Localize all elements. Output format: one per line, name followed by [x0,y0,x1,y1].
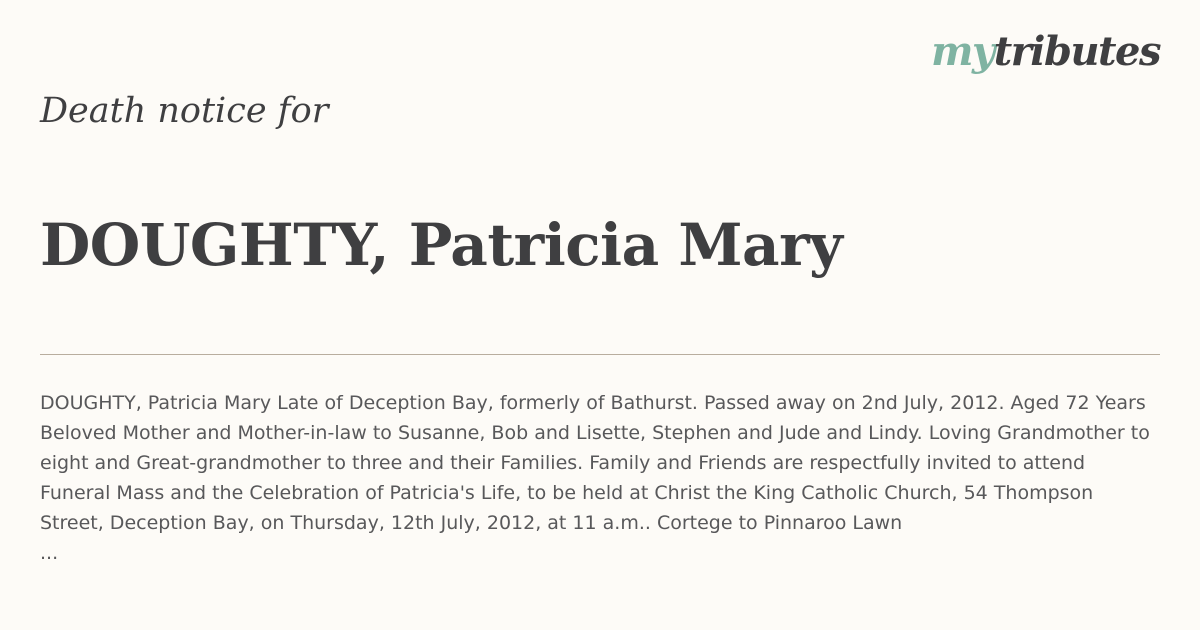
deceased-name-title: DOUGHTY, Patricia Mary [40,211,843,279]
page-subtitle: Death notice for [40,91,329,131]
logo-tributes-text: tributes [993,28,1160,75]
notice-body-text: DOUGHTY, Patricia Mary Late of Deception Bay, formerly of Bathurst. Passed away on 2nd July, 2012. Aged 72 Years Beloved Mother and Mother-in-law to Susanne, Bob and Lisette, Stephen and Jude and Lindy. Loving Grandmother to eight and Great-grandmother to three and their Families. Family and Friends are respectfully invited to attend Funeral Mass and the Celebration of Patricia's Life, to be held at Christ the King Catholic Church, 54 Thompson Street, Deception Bay, on Thursday, 12th July, 2012, at 11 a.m.. Cortege to Pinnaroo Lawn [40,392,1150,534]
notice-truncation-ellipsis: ... [40,542,59,564]
mytributes-logo[interactable] [931,28,1160,75]
logo-my-text: my [931,28,994,75]
section-divider [40,354,1160,355]
